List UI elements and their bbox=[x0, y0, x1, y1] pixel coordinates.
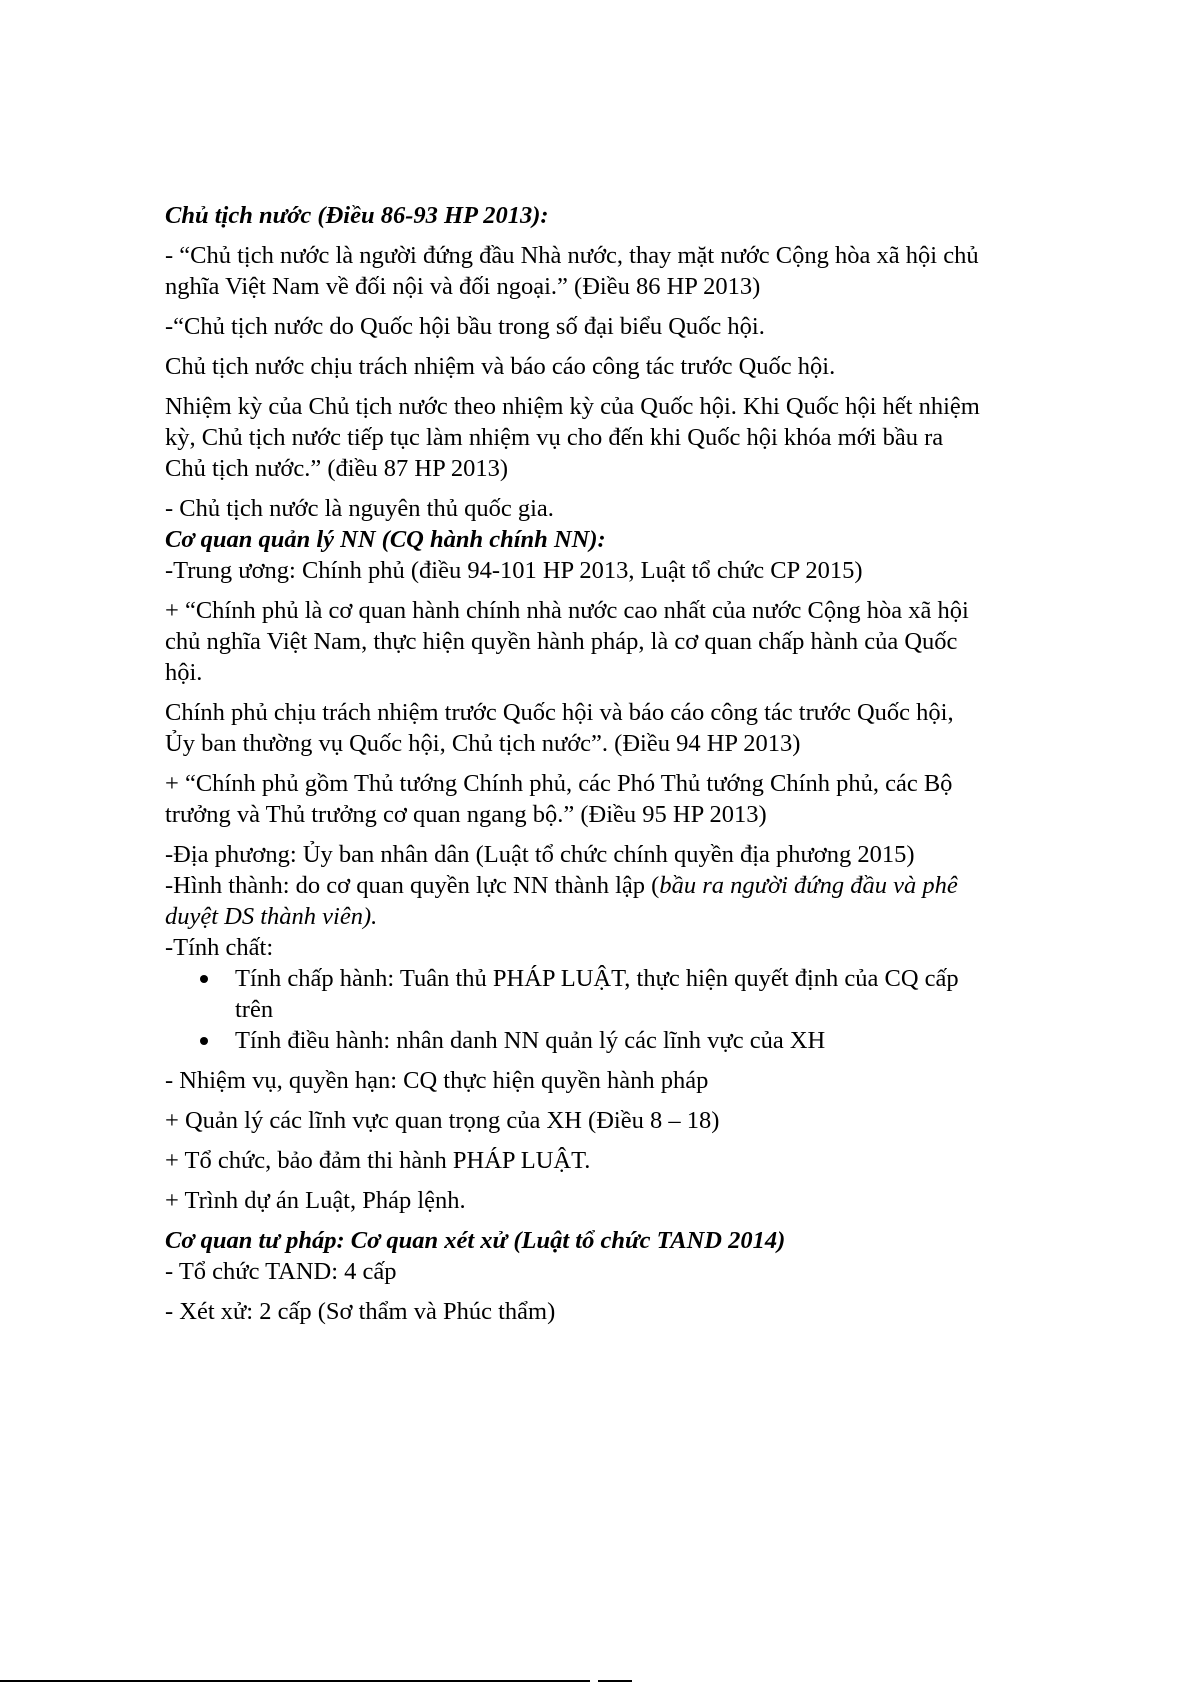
paragraph bbox=[165, 311, 1085, 342]
document-page bbox=[165, 200, 1085, 1327]
text-line: - Chủ tịch nước là nguyên thủ quốc gia. bbox=[165, 495, 554, 522]
formation-italic-text: bầu ra người đứng đầu và phê bbox=[659, 872, 958, 899]
text-line: - Nhiệm vụ, quyền hạn: CQ thực hiện quyền hành pháp bbox=[165, 1067, 709, 1094]
section-heading-president: Chủ tịch nước (Điều 86-93 HP 2013): bbox=[165, 202, 549, 229]
text-line: -Tính chất: bbox=[165, 934, 274, 961]
text-line: trên bbox=[235, 996, 274, 1023]
text-line: -“Chủ tịch nước do Quốc hội bầu trong số đại biểu Quốc hội. bbox=[165, 313, 765, 340]
paragraph bbox=[165, 595, 1085, 688]
paragraph bbox=[165, 697, 1085, 759]
section-heading-judicial: Cơ quan tư pháp: Cơ quan xét xử (Luật tổ chức TAND 2014) bbox=[165, 1227, 786, 1254]
bullet-icon bbox=[200, 1037, 208, 1045]
text-line: Chủ tịch nước.” (điều 87 HP 2013) bbox=[165, 455, 509, 482]
text-line: + “Chính phủ gồm Thủ tướng Chính phủ, các Phó Thủ tướng Chính phủ, các Bộ bbox=[165, 770, 953, 797]
text-line: - Xét xử: 2 cấp (Sơ thẩm và Phúc thẩm) bbox=[165, 1298, 556, 1325]
text-line: trưởng và Thủ trưởng cơ quan ngang bộ.” (Điều 95 HP 2013) bbox=[165, 801, 767, 828]
text-line: + Quản lý các lĩnh vực quan trọng của XH (Điều 8 – 18) bbox=[165, 1107, 720, 1134]
formation-text: -Hình thành: do cơ quan quyền lực NN thành lập ( bbox=[165, 872, 660, 899]
paragraph bbox=[165, 391, 1085, 484]
text-line: Nhiệm kỳ của Chủ tịch nước theo nhiệm kỳ của Quốc hội. Khi Quốc hội hết nhiệm bbox=[165, 393, 980, 420]
footer-divider bbox=[0, 1680, 590, 1682]
text-line: hội. bbox=[165, 659, 203, 686]
paragraph bbox=[165, 768, 1085, 830]
text-line: + Trình dự án Luật, Pháp lệnh. bbox=[165, 1187, 466, 1214]
bullet-icon bbox=[200, 975, 208, 983]
text-line bbox=[165, 870, 1085, 901]
paragraph bbox=[165, 351, 1085, 382]
text-line: nghĩa Việt Nam về đối nội và đối ngoại.” (Điều 86 HP 2013) bbox=[165, 273, 761, 300]
text-line: -Trung ương: Chính phủ (điều 94-101 HP 2013, Luật tổ chức CP 2015) bbox=[165, 557, 863, 584]
text-line: duyệt DS thành viên). bbox=[165, 903, 378, 930]
section-heading-administrative: Cơ quan quản lý NN (CQ hành chính NN): bbox=[165, 526, 606, 553]
paragraph bbox=[165, 240, 1085, 302]
text-line: kỳ, Chủ tịch nước tiếp tục làm nhiệm vụ cho đến khi Quốc hội khóa mới bầu ra bbox=[165, 424, 944, 451]
text-line: + Tổ chức, bảo đảm thi hành PHÁP LUẬT. bbox=[165, 1147, 591, 1174]
footer-divider bbox=[598, 1680, 632, 1682]
text-line: -Địa phương: Ủy ban nhân dân (Luật tổ chức chính quyền địa phương 2015) bbox=[165, 841, 915, 868]
text-line: - “Chủ tịch nước là người đứng đầu Nhà nước, thay mặt nước Cộng hòa xã hội chủ bbox=[165, 242, 979, 269]
text-line: + “Chính phủ là cơ quan hành chính nhà nước cao nhất của nước Cộng hòa xã hội bbox=[165, 597, 969, 624]
bullet-item bbox=[165, 1025, 1085, 1056]
text-line: chủ nghĩa Việt Nam, thực hiện quyền hành pháp, là cơ quan chấp hành của Quốc bbox=[165, 628, 958, 655]
text-line: Ủy ban thường vụ Quốc hội, Chủ tịch nước”. (Điều 94 HP 2013) bbox=[165, 730, 801, 757]
text-line: Tính chấp hành: Tuân thủ PHÁP LUẬT, thực hiện quyết định của CQ cấp bbox=[235, 965, 959, 992]
bullet-item bbox=[165, 963, 1085, 1025]
text-line: Chính phủ chịu trách nhiệm trước Quốc hội và báo cáo công tác trước Quốc hội, bbox=[165, 699, 954, 726]
text-line: Tính điều hành: nhân danh NN quản lý các lĩnh vực của XH bbox=[235, 1027, 826, 1054]
text-line: - Tổ chức TAND: 4 cấp bbox=[165, 1258, 397, 1285]
text-line: Chủ tịch nước chịu trách nhiệm và báo cáo công tác trước Quốc hội. bbox=[165, 353, 836, 380]
paragraph bbox=[165, 493, 1085, 524]
